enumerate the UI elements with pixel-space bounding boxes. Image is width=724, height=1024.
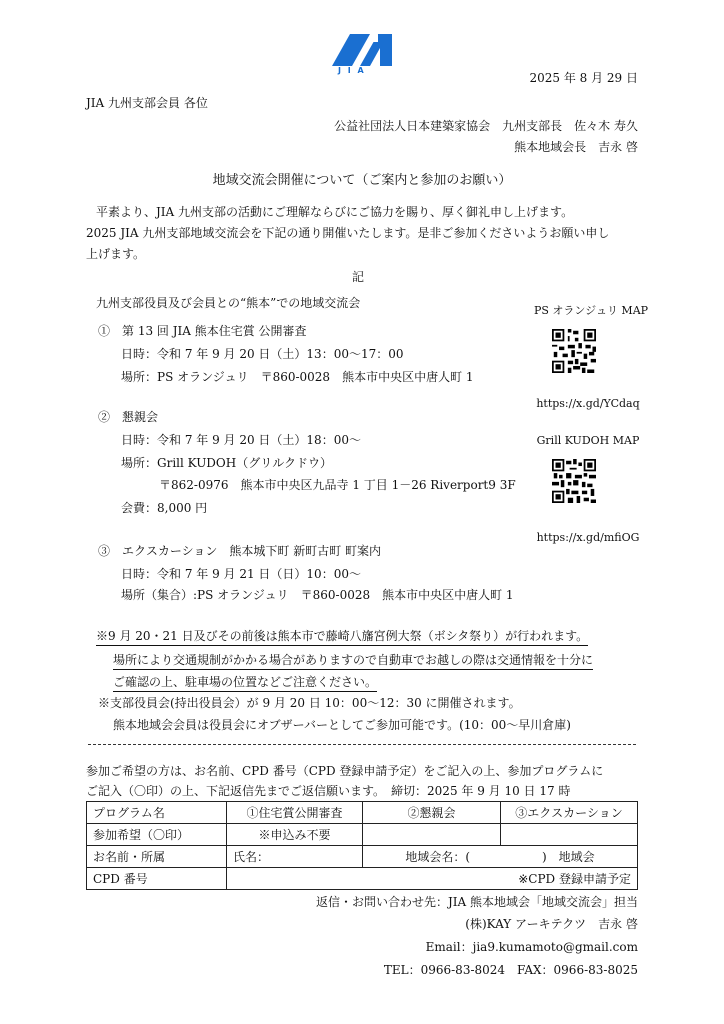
event-heading: 九州支部役員及び会員との“熊本”での地域交流会 — [96, 296, 361, 310]
event-2-datetime: 日時：令和 7 年 9 月 20 日（土）18：00〜 — [121, 433, 361, 447]
table-cell: 参加希望（〇印） — [87, 824, 227, 846]
sender-line-1: 公益社団法人日本建築家協会 九州支部長 佐々木 寿久 — [334, 119, 638, 133]
qr-1-label: PS オランジュリ MAP — [534, 304, 649, 317]
note-4: ※支部役員会(持出役員会）が 9 月 20 日 10：00〜12：30 に開催されます。 — [98, 696, 521, 710]
cpd-field[interactable]: ※CPD 登録申請予定 — [227, 868, 638, 890]
document-date: 2025 年 8 月 29 日 — [529, 71, 638, 85]
intro-line-3: 上げます。 — [86, 247, 146, 261]
participation-cell-3[interactable] — [501, 824, 638, 846]
qr-code-2[interactable] — [552, 453, 596, 509]
table-cell: ③エクスカーション — [501, 802, 638, 824]
event-3-datetime: 日時：令和 7 年 9 月 21 日（日）10：00〜 — [121, 567, 361, 581]
qr-2-url[interactable]: https://x.gd/mfiOG — [536, 531, 640, 544]
name-field[interactable]: 氏名： — [227, 846, 363, 868]
contact-email[interactable]: Email：jia9.kumamoto@gmail.com — [425, 940, 638, 954]
contact-line-1: 返信・お問い合わせ先：JIA 熊本地域会「地域交流会」担当 — [315, 895, 638, 909]
event-2-title: ② 懇親会 — [98, 410, 159, 424]
registration-table — [86, 801, 638, 890]
ki-mark: 記 — [352, 270, 365, 284]
table-row — [87, 868, 638, 890]
intro-line-2: 2025 JIA 九州支部地域交流会を下記の通り開催いたします。是非ご参加くださいようお願い申し — [86, 226, 610, 240]
table-row — [87, 846, 638, 868]
cut-line-divider — [88, 744, 636, 745]
table-cell: ※申込み不要 — [227, 824, 363, 846]
qr-1-url[interactable]: https://x.gd/YCdaq — [536, 397, 640, 410]
intro-line-1: 平素より、JIA 九州支部の活動にご理解ならびにご協力を賜り、厚く御礼申し上げます。 — [96, 205, 574, 219]
table-row — [87, 802, 638, 824]
event-2-fee: 会費：8,000 円 — [121, 501, 208, 515]
table-cell: プログラム名 — [87, 802, 227, 824]
contact-phone: TEL：0966-83-8024 FAX：0966-83-8025 — [383, 963, 638, 977]
note-1: ※9 月 20・21 日及びその前後は熊本市で藤崎八旛宮例大祭（ボシタ祭り）が行われます。 — [96, 630, 588, 646]
reply-line-1: 参加ご希望の方は、お名前、CPD 番号（CPD 登録申請予定）をご記入の上、参加プログラムに — [86, 764, 604, 778]
addressee: JIA 九州支部会員 各位 — [86, 96, 208, 110]
qr-code-1[interactable] — [552, 323, 596, 379]
event-3-title: ③ エクスカーション 熊本城下町 新町古町 町案内 — [98, 544, 382, 558]
logo-text: J I A — [338, 66, 366, 75]
jia-logo — [330, 30, 394, 76]
participation-cell-2[interactable] — [363, 824, 501, 846]
event-1-title: ① 第 13 回 JIA 熊本住宅賞 公開審査 — [98, 324, 307, 338]
event-2-place: 場所：Grill KUDOH（グリルクドウ） — [121, 456, 332, 470]
event-3-place: 場所（集合）:PS オランジュリ 〒860-0028 熊本市中央区中唐人町 1 — [121, 588, 514, 602]
event-1-place: 場所：PS オランジュリ 〒860-0028 熊本市中央区中唐人町 1 — [121, 370, 474, 384]
chapter-field[interactable]: 地域会名：( ) 地域会 — [363, 846, 638, 868]
reply-line-2: ご記入（〇印）の上、下記返信先までご返信願います。 締切：2025 年 9 月 10 日 17 時 — [86, 784, 571, 798]
contact-line-2: (株)KAY アーキテクツ 吉永 啓 — [465, 917, 638, 931]
table-cell: お名前・所属 — [87, 846, 227, 868]
table-cell: CPD 番号 — [87, 868, 227, 890]
table-row — [87, 824, 638, 846]
event-2-address: 〒862-0976 熊本市中央区九品寺 1 丁目 1－26 Riverport9 3F — [159, 478, 516, 492]
event-1-datetime: 日時：令和 7 年 9 月 20 日（土）13：00〜17：00 — [121, 347, 404, 361]
page-title: 地域交流会開催について（ご案内と参加のお願い） — [212, 173, 512, 188]
table-cell: ①住宅賞公開審査 — [227, 802, 363, 824]
note-5: 熊本地域会会員は役員会にオブザーバーとしてご参加可能です。(10：00〜早川倉庫) — [113, 718, 571, 732]
note-2: 場所により交通規制がかかる場合がありますので自動車でお越しの際は交通情報を十分に — [113, 654, 593, 670]
qr-2-label: Grill KUDOH MAP — [536, 434, 640, 447]
note-3: ご確認の上、駐車場の位置などご注意ください。 — [113, 676, 377, 692]
sender-line-2: 熊本地域会長 吉永 啓 — [514, 140, 638, 154]
table-cell: ②懇親会 — [363, 802, 501, 824]
